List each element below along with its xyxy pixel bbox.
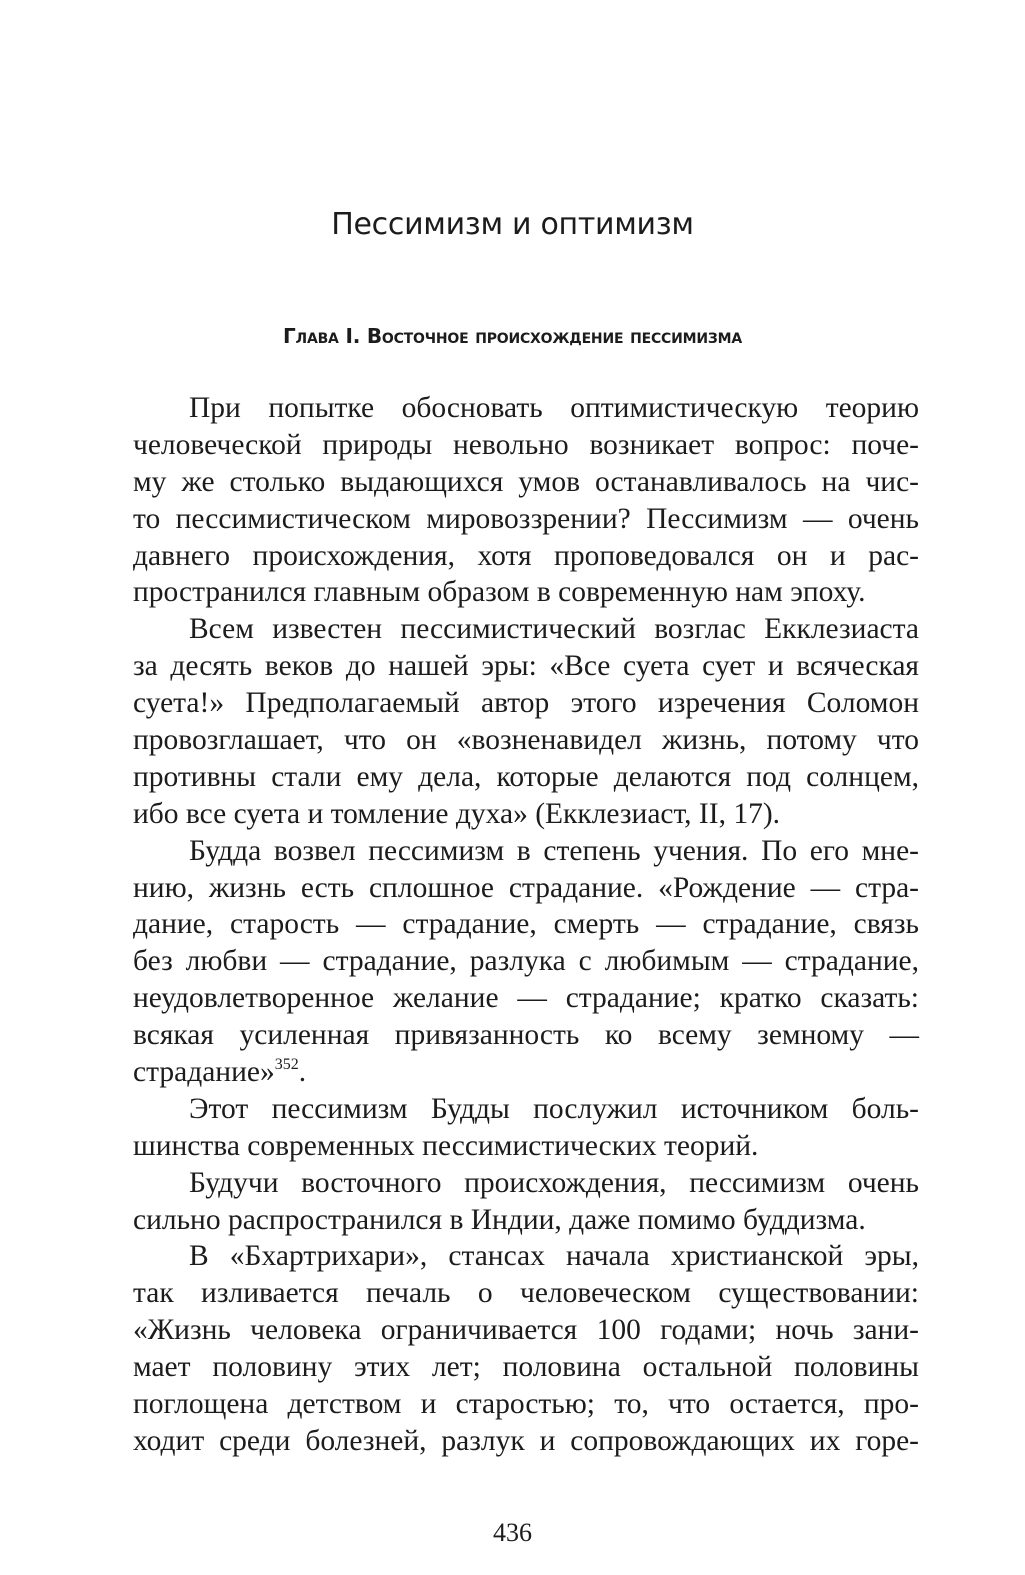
text-line: дание, старость — страдание, смерть — страдание, связь: [133, 908, 919, 941]
text-line: пространился главным образом в современную нам эпоху.: [133, 576, 866, 609]
text-line: то пессимистическом мировоззрении? Пессимизм — очень: [133, 502, 919, 535]
body-text: [133, 390, 919, 1460]
chapter-heading: Глава I. Восточное происхождение пессимизма: [282, 324, 742, 348]
text-line: всякая усиленная привязанность ко всему земному —: [133, 1019, 919, 1052]
text-line: Будучи восточного происхождения, пессимизм очень: [189, 1166, 919, 1199]
text-line: мает половину этих лет; половина остальной половины: [133, 1351, 919, 1384]
text-line: ходит среди болезней, разлук и сопровождающих их горе-: [133, 1424, 919, 1457]
text-line: противны стали ему дела, которые делаются под солнцем,: [133, 760, 919, 793]
text-line-with-footnote: страдание»$^{352}$.: [133, 1056, 307, 1089]
text-line: страдание»: [133, 1056, 275, 1089]
text-line: сильно распространился в Индии, даже помимо буддизма.: [133, 1203, 866, 1236]
text-line: В «Бхартрихари», стансах начала христианской эры,: [189, 1240, 919, 1273]
text-line: Этот пессимизм Будды послужил источником боль-: [189, 1092, 919, 1125]
text-line: «Жизнь человека ограничивается 100 годами; ночь зани-: [133, 1314, 919, 1347]
text-line: При попытке обосновать оптимистическую теорию: [189, 392, 919, 424]
text-line: ибо все суета и томление духа» (Екклезиаст, II, 17).: [133, 797, 781, 830]
text-line: человеческой природы невольно возникает вопрос: поче-: [133, 428, 919, 461]
text-line: Всем известен пессимистический возглас Екклезиаста: [189, 613, 919, 646]
text-line: давнего происхождения, хотя проповедовался он и рас-: [133, 539, 919, 572]
text-line: шинства современных пессимистических теорий.: [133, 1129, 759, 1162]
text-line: так изливается печаль о человеческом существовании:: [133, 1277, 919, 1310]
text-line: Будда возвел пессимизм в степень учения. По его мне-: [189, 834, 919, 867]
footnote-reference[interactable]: 352: [274, 1056, 299, 1074]
text-line: му же столько выдающихся умов останавливалось на чис-: [133, 465, 919, 498]
text-line: без любви — страдание, разлука с любимым — страдание,: [133, 945, 919, 978]
page-title: Пессимизм и оптимизм: [331, 207, 694, 242]
page-number: 436: [493, 1518, 532, 1547]
text-line: провозглашает, что он «возненавидел жизнь, потому что: [133, 724, 919, 757]
text-line: поглощена детством и старостью; то, что остается, про-: [133, 1388, 919, 1421]
text-line: нию, жизнь есть сплошное страдание. «Рождение — стра-: [133, 871, 919, 904]
text-line: суета!» Предполагаемый автор этого изречения Соломон: [133, 687, 919, 720]
text-line: неудовлетворенное желание — страдание; кратко сказать:: [133, 982, 919, 1015]
text-line: за десять веков до нашей эры: «Все суета сует и всяческая: [133, 650, 919, 683]
